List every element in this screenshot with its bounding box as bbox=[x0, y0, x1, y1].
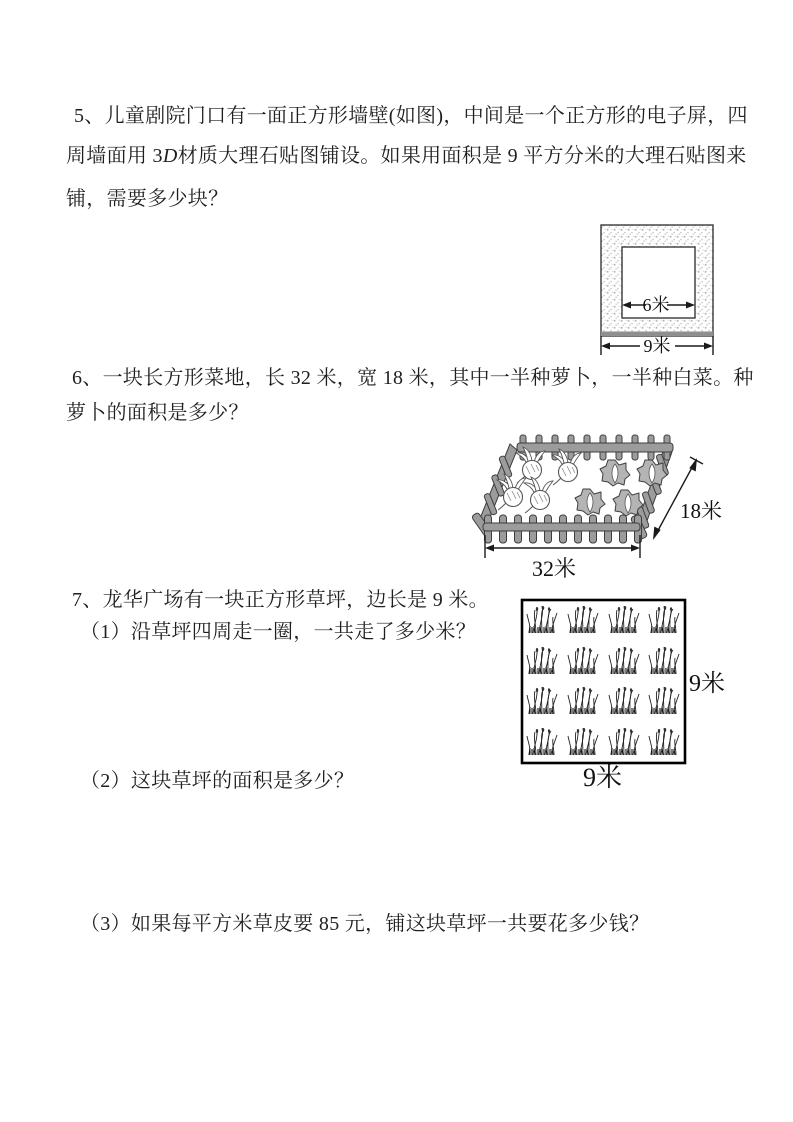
problem7-q2: （2）这块草坪的面积是多少？ bbox=[80, 770, 355, 792]
fence-front bbox=[471, 512, 647, 543]
lawn-side-label: 9米 bbox=[689, 671, 725, 697]
length-label: 32米 bbox=[531, 556, 577, 581]
problem5-line2-post: 材质大理石贴图铺设。如果用面积是 9 平方分米的大理石贴图来 bbox=[177, 145, 747, 167]
vegetable-garden-diagram bbox=[453, 428, 743, 582]
problem7-title: 7、龙华广场有一块正方形草坪，边长是 9 米。 bbox=[72, 589, 489, 611]
inner-width-label: 6米 bbox=[642, 295, 670, 315]
outer-width-label: 9米 bbox=[643, 336, 671, 356]
problem7-q1: （1）沿草坪四周走一圈，一共走了多少米？ bbox=[80, 621, 476, 643]
fence bbox=[471, 435, 673, 543]
problem5-line3: 铺，需要多少块？ bbox=[66, 188, 229, 210]
problem5-line1: 5、儿童剧院门口有一面正方形墙壁(如图)，中间是一个正方形的电子屏，四 bbox=[74, 105, 748, 127]
problem5-line2-pre: 周墙面用 3 bbox=[66, 145, 163, 167]
problem7-q3: （3）如果每平方米草皮要 85 元，铺这块草坪一共要花多少钱？ bbox=[80, 913, 650, 935]
lawn-diagram bbox=[517, 595, 757, 800]
problem6-line1: 6、一块长方形菜地，长 32 米，宽 18 米，其中一半种萝卜，一半种白菜。种 bbox=[72, 367, 754, 389]
square-wall-diagram bbox=[592, 214, 730, 364]
problem6-line2: 萝卜的面积是多少？ bbox=[66, 402, 249, 424]
problem5-line2 bbox=[66, 144, 747, 168]
outer-dimension bbox=[601, 336, 713, 356]
lawn-bottom-label: 9米 bbox=[583, 763, 623, 792]
width-label: 18米 bbox=[680, 499, 722, 523]
problem5-line2-3d: D bbox=[162, 145, 178, 167]
